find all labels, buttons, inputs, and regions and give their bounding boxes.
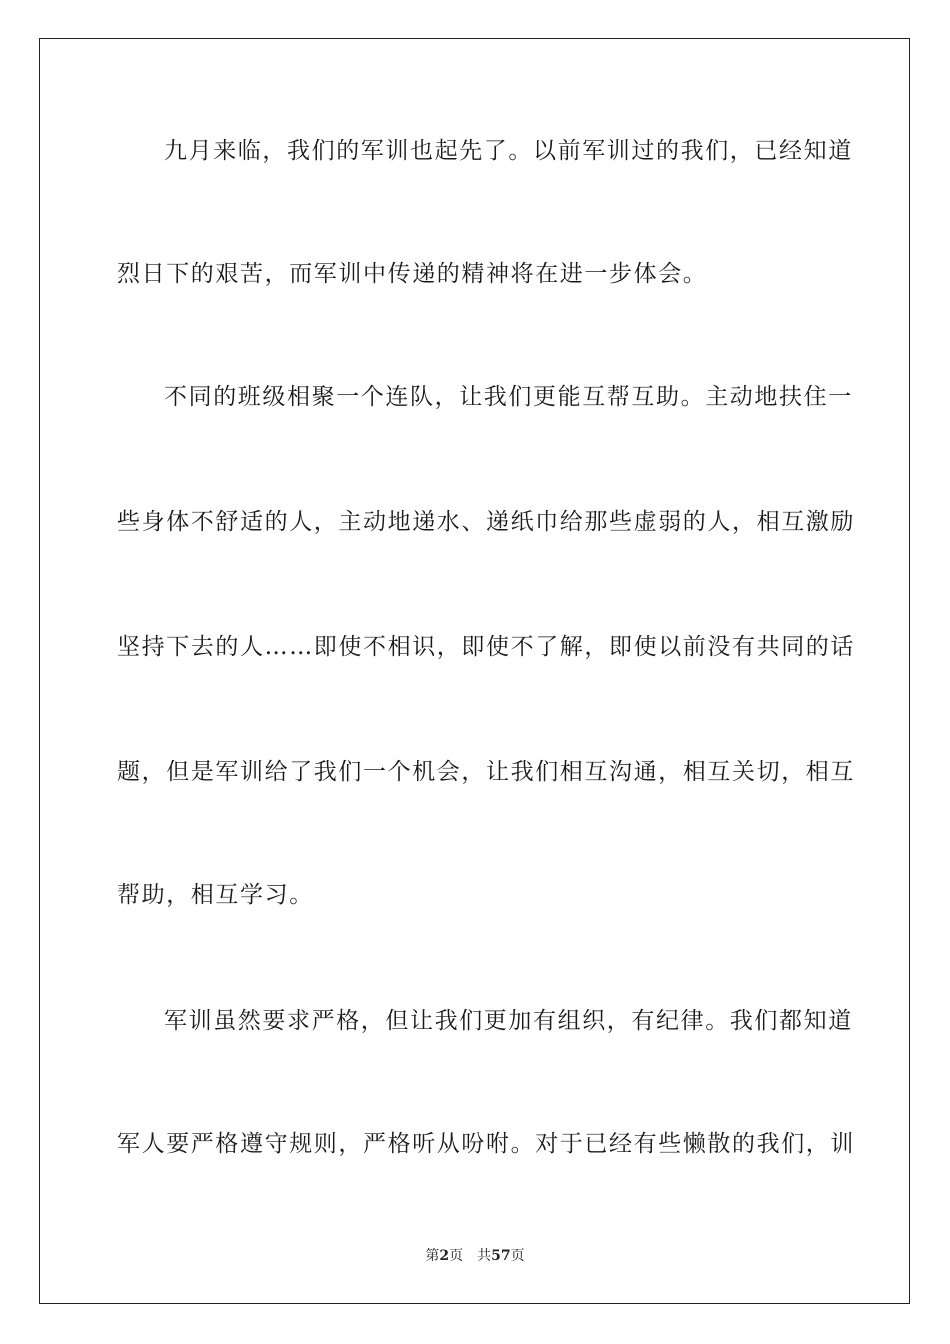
paragraph-2-line-3: 坚持下去的人……即使不相识，即使不了解，即使以前没有共同的话 <box>117 634 855 660</box>
paragraph-2-line-1: 不同的班级相聚一个连队，让我们更能互帮互助。主动地扶住一 <box>164 384 853 410</box>
page-prefix: 第 <box>425 1248 440 1264</box>
page-suffix: 页 <box>449 1248 464 1264</box>
paragraph-2-line-4: 题，但是军训给了我们一个机会，让我们相互沟通，相互关切，相互 <box>117 759 855 785</box>
paragraph-2-line-5: 帮助，相互学习。 <box>117 882 314 908</box>
paragraph-1-line-1: 九月来临，我们的军训也起先了。以前军训过的我们，已经知道 <box>164 138 853 164</box>
paragraph-3-line-1: 军训虽然要求严格，但让我们更加有组织，有纪律。我们都知道 <box>164 1008 853 1034</box>
page-footer <box>0 1246 950 1266</box>
paragraph-2-line-2: 些身体不舒适的人，主动地递水、递纸巾给那些虚弱的人，相互激励 <box>117 509 855 535</box>
page-number: 2 <box>439 1248 450 1264</box>
paragraph-1-line-2: 烈日下的艰苦，而军训中传递的精神将在进一步体会。 <box>117 261 708 287</box>
total-suffix: 页 <box>510 1248 525 1264</box>
paragraph-3-line-2: 军人要严格遵守规则，严格听从吩咐。对于已经有些懒散的我们，训 <box>117 1131 855 1157</box>
page-frame <box>39 38 910 1304</box>
total-pages: 57 <box>491 1248 511 1264</box>
total-prefix: 共 <box>477 1248 492 1264</box>
